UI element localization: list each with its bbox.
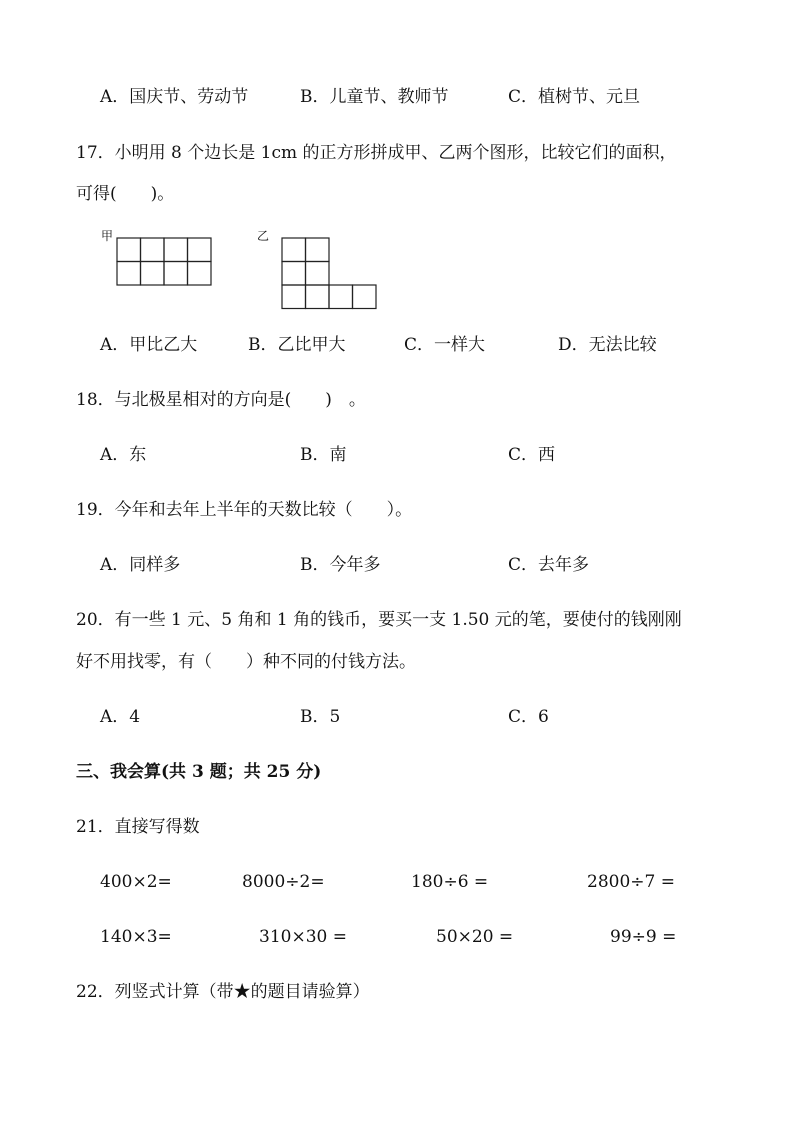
figure-a-label: 甲 [101, 229, 114, 243]
q22-text: 22．列竖式计算（带★的题目请验算） [76, 982, 370, 1002]
q20-text-line1: 20．有一些 1 元、5 角和 1 角的钱币，要买一支 1.50 元的笔，要使付的钱刚刚 [76, 610, 682, 630]
section-3-title: 三、我会算(共 3 题；共 25 分) [76, 762, 322, 782]
q21-expr: 8000÷2= [242, 872, 325, 892]
figure-b-square [282, 285, 306, 309]
q19-text: 19．今年和去年上半年的天数比较（ ）。 [76, 500, 413, 520]
q21-expr: 99÷9 = [610, 927, 677, 947]
figure-b-square [329, 285, 353, 309]
figure-b-square [282, 262, 306, 286]
q20-option-a: A．4 [100, 707, 141, 727]
figure-a-square [141, 238, 165, 262]
figure-a-square [188, 238, 212, 262]
q21-expr: 140×3= [100, 927, 172, 947]
figure-b-label: 乙 [257, 229, 270, 243]
q20-option-b: B．5 [300, 707, 341, 727]
figure-a-square [117, 262, 141, 286]
figure-a-square [164, 262, 188, 286]
figure-b-square [306, 285, 330, 309]
q16-option-c: C．植树节、元旦 [508, 87, 641, 107]
q16-option-b: B．儿童节、教师节 [300, 87, 449, 107]
q19-option-a: A．同样多 [100, 555, 181, 575]
figure-b-square [306, 238, 330, 262]
q18-option-b: B．南 [300, 445, 347, 465]
figure-a-square [164, 238, 188, 262]
q17-option-b: B．乙比甲大 [248, 335, 346, 355]
q19-option-c: C．去年多 [508, 555, 590, 575]
q18-text: 18．与北极星相对的方向是( ) 。 [76, 390, 366, 410]
q20-text-line2: 好不用找零，有（ ）种不同的付钱方法。 [76, 652, 416, 672]
figure-b-square [282, 238, 306, 262]
figure-b-square [353, 285, 377, 309]
q19-option-b: B．今年多 [300, 555, 381, 575]
q21-expr: 400×2= [100, 872, 172, 892]
q20-option-c: C．6 [508, 707, 549, 727]
figure-b-square [306, 262, 330, 286]
q17-option-c: C．一样大 [404, 335, 486, 355]
q17-option-d: D．无法比较 [558, 335, 657, 355]
q21-text: 21．直接写得数 [76, 817, 200, 837]
q17-text-line2: 可得( )。 [76, 184, 175, 204]
q21-expr: 2800÷7 = [587, 872, 675, 892]
figure-a-grid [116, 237, 212, 285]
q17-option-a: A．甲比乙大 [100, 335, 198, 355]
q21-expr: 180÷6 = [411, 872, 489, 892]
figure-a-square [141, 262, 165, 286]
figure-a-square [188, 262, 212, 286]
figure-b-grid [281, 237, 377, 309]
figure-a-square [117, 238, 141, 262]
q21-expr: 310×30 = [259, 927, 347, 947]
q17-text-line1: 17．小明用 8 个边长是 1cm 的正方形拼成甲、乙两个图形，比较它们的面积， [76, 143, 677, 163]
q21-expr: 50×20 = [436, 927, 514, 947]
q18-option-a: A．东 [100, 445, 147, 465]
q18-option-c: C．西 [508, 445, 556, 465]
q16-option-a: A．国庆节、劳动节 [100, 87, 249, 107]
